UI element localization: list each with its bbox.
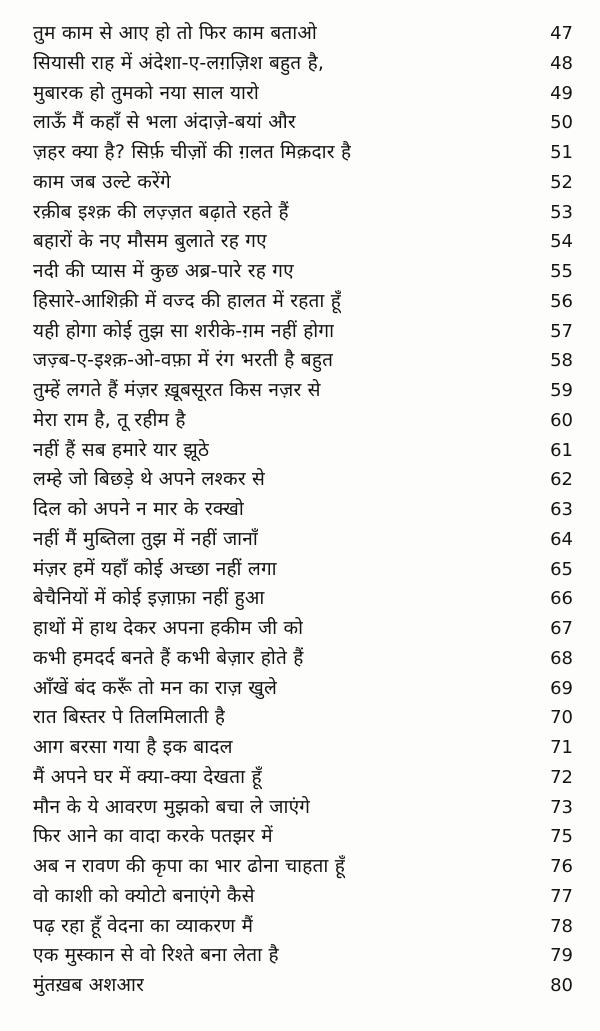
toc-entry-title: बहारों के नए मौसम बुलाते रह गए — [33, 230, 267, 253]
toc-entry-title: मंज़र हमें यहाँ कोई अच्छा नहीं लगा — [33, 557, 277, 580]
toc-entry-title: मुबारक हो तुमको नया साल यारो — [33, 81, 259, 104]
toc-entry-title: वो काशी को क्योटो बनाएंगे कैसे — [33, 884, 255, 907]
toc-row — [33, 852, 573, 882]
toc-entry-page-number: 58 — [550, 350, 573, 372]
toc-entry-page-number: 67 — [550, 618, 573, 639]
toc-entry-title: तुम्हें लगते हैं मंज़र ख़ूबसूरत किस नज़र से — [33, 379, 321, 401]
toc-entry-title: आग बरसा गया है इक बादल — [33, 736, 233, 758]
toc-entry-page-number: 70 — [550, 707, 573, 729]
toc-row — [33, 227, 573, 257]
toc-row — [33, 168, 573, 198]
toc-entry-page-number: 53 — [550, 201, 573, 223]
toc-row — [33, 703, 573, 733]
toc-entry-title: पढ़ रहा हूँ वेदना का व्याकरण मैं — [33, 914, 254, 937]
toc-entry-title: सियासी राह में अंदेशा-ए-लग़ज़िश बहुत है, — [33, 51, 325, 74]
toc-entry-title: काम जब उल्टे करेंगे — [33, 170, 171, 193]
toc-entry-page-number: 62 — [550, 469, 573, 491]
toc-entry-page-number: 55 — [550, 261, 573, 282]
toc-row — [33, 584, 573, 614]
toc-entry-title: यही होगा कोई तुझ सा शरीके-ग़म नहीं होगा — [33, 319, 335, 342]
toc-entry-title: तुम काम से आए हो तो फिर काम बताओ — [33, 22, 317, 44]
toc-row — [33, 49, 573, 79]
toc-entry-title: फिर आने का वादा करके पतझर में — [33, 825, 273, 848]
toc-entry-page-number: 60 — [550, 409, 573, 431]
toc-row — [33, 108, 573, 138]
toc-row — [33, 406, 573, 436]
toc-entry-title: नहीं मैं मुब्तिला तुझ में नहीं जानाँ — [33, 527, 258, 550]
toc-row — [33, 793, 573, 823]
toc-row — [33, 882, 573, 912]
toc-entry-page-number: 48 — [550, 52, 573, 74]
toc-entry-page-number: 77 — [550, 885, 573, 907]
toc-entry-title: मौन के ये आवरण मुझको बचा ले जाएंगे — [33, 795, 311, 818]
toc-entry-title: लाऊँ मैं कहाँ से भला अंदाज़े-बयां और — [33, 111, 296, 134]
toc-row — [33, 465, 573, 495]
toc-entry-page-number: 61 — [550, 439, 573, 461]
toc-entry-page-number: 78 — [550, 915, 573, 937]
toc-entry-page-number: 80 — [550, 975, 573, 996]
toc-entry-page-number: 79 — [550, 945, 573, 967]
toc-row — [33, 79, 573, 109]
toc-entry-page-number: 66 — [550, 588, 573, 610]
toc-entry-title: दिल को अपने न मार के रक्खो — [33, 498, 244, 520]
toc-row — [33, 555, 573, 585]
toc-row — [33, 138, 573, 168]
toc-row — [33, 971, 573, 1001]
toc-entry-page-number: 57 — [550, 320, 573, 342]
toc-row — [33, 436, 573, 466]
toc-row — [33, 257, 573, 287]
toc-entry-page-number: 72 — [550, 766, 573, 788]
toc-entry-title: मुंतख़ब अशआर — [33, 974, 145, 996]
toc-entry-page-number: 75 — [550, 826, 573, 848]
toc-entry-page-number: 56 — [550, 290, 573, 312]
toc-entry-page-number: 47 — [550, 23, 573, 44]
toc-entry-page-number: 54 — [550, 231, 573, 253]
toc-row — [33, 376, 573, 406]
toc-row — [33, 198, 573, 228]
toc-entry-page-number: 68 — [550, 647, 573, 669]
toc-entry-title: बेचैनियों में कोई इज़ाफ़ा नहीं हुआ — [33, 587, 265, 610]
toc-entry-title: एक मुस्कान से वो रिश्ते बना लेता है — [33, 944, 279, 967]
toc-entry-title: आँखें बंद करूँ तो मन का राज़ खुले — [33, 676, 278, 699]
toc-row — [33, 733, 573, 763]
toc-row — [33, 525, 573, 555]
toc-entry-page-number: 50 — [550, 112, 573, 134]
toc-entry-page-number: 64 — [550, 528, 573, 550]
toc-list — [33, 19, 573, 1001]
toc-entry-page-number: 69 — [550, 677, 573, 699]
toc-row — [33, 912, 573, 942]
toc-row — [33, 763, 573, 793]
toc-entry-title: रक़ीब इश्क़ की लज़्ज़त बढ़ाते रहते हैं — [33, 200, 289, 223]
toc-row — [33, 495, 573, 525]
toc-row — [33, 317, 573, 347]
toc-entry-title: नहीं हैं सब हमारे यार झूठे — [33, 438, 210, 461]
toc-row — [33, 614, 573, 644]
toc-entry-page-number: 51 — [550, 142, 573, 163]
toc-entry-title: हाथों में हाथ देकर अपना हकीम जी को — [33, 617, 304, 639]
toc-entry-title: लम्हे जो बिछड़े थे अपने लश्कर से — [33, 468, 266, 491]
toc-row — [33, 941, 573, 971]
toc-entry-page-number: 59 — [550, 380, 573, 401]
toc-row — [33, 822, 573, 852]
toc-entry-title: ज़हर क्या है? सिर्फ़ चीज़ों की ग़लत मिक़दार है — [33, 141, 352, 163]
toc-entry-page-number: 63 — [550, 499, 573, 520]
toc-entry-page-number: 76 — [550, 856, 573, 877]
toc-entry-page-number: 73 — [550, 796, 573, 818]
toc-entry-page-number: 52 — [550, 171, 573, 193]
toc-entry-page-number: 71 — [550, 737, 573, 758]
toc-row — [33, 346, 573, 376]
toc-row — [33, 674, 573, 704]
toc-entry-title: अब न रावण की कृपा का भार ढोना चाहता हूँ — [33, 855, 346, 877]
toc-entry-title: मैं अपने घर में क्या-क्या देखता हूँ — [33, 765, 262, 788]
toc-entry-title: नदी की प्यास में कुछ अब्र-पारे रह गए — [33, 260, 294, 282]
toc-row — [33, 644, 573, 674]
toc-entry-page-number: 49 — [550, 82, 573, 104]
toc-entry-title: मेरा राम है, तू रहीम है — [33, 408, 186, 431]
toc-entry-title: जज़्ब-ए-इश्क़-ओ-वफ़ा में रंग भरती है बहुत — [33, 349, 334, 372]
toc-entry-title: रात बिस्तर पे तिलमिलाती है — [33, 706, 226, 729]
toc-entry-title: हिसारे-आशिक़ी में वज्द की हालत में रहता हूँ — [33, 289, 342, 312]
toc-row — [33, 287, 573, 317]
toc-entry-page-number: 65 — [550, 558, 573, 580]
toc-row — [33, 19, 573, 49]
toc-entry-title: कभी हमदर्द बनते हैं कभी बेज़ार होते हैं — [33, 646, 304, 669]
